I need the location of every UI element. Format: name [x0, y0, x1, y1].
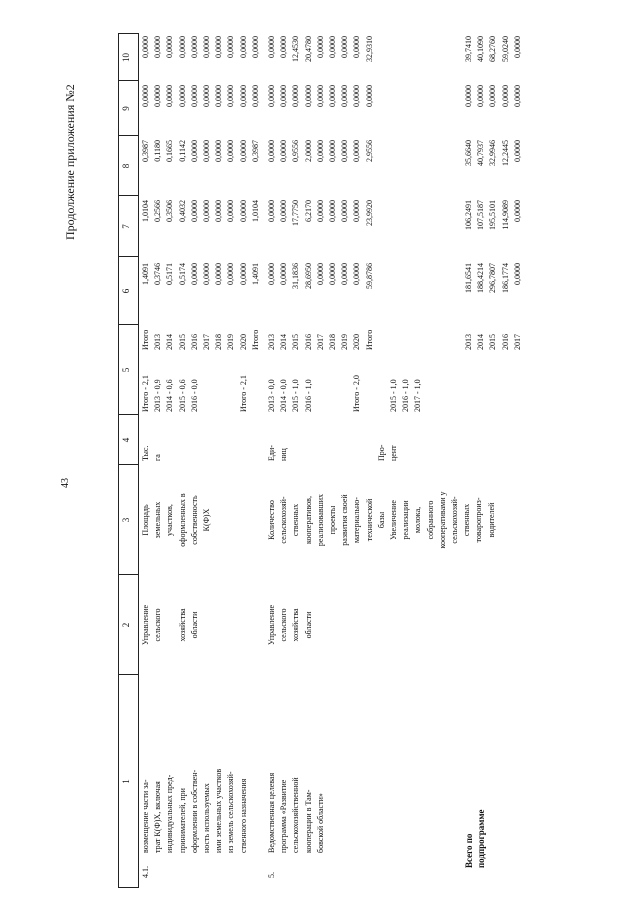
row-col9: 0,0000 0,0000 0,0000 0,0000 0,0000 0,0000 0,0000 0,0000 0,0000 [267, 85, 374, 107]
row-col6: 1,4091 0,3746 0,5171 0,5174 0,0000 0,0000 0,0000 0,0000 0,0000 1,4091 [141, 263, 260, 285]
row-number: 5. [267, 872, 276, 878]
row-col8: 0,3987 0,1180 0,1665 0,1142 0,0000 0,0000 0,0000 0,0000 0,0000 0,3987 [141, 140, 260, 162]
budget-table [118, 33, 523, 888]
row-col8: 0,0000 0,0000 0,9556 2,0000 0,0000 0,0000 0,0000 0,0000 2,9556 [267, 140, 374, 162]
row-executor: Управление сельского хозяйства области [141, 604, 199, 646]
column-header-6: 6 [121, 288, 131, 294]
row-target-values: 2013 - 0,0 2014 - 0,0 2015 - 1,0 2016 - 1,0 Итого - 2,0 2015 - 1,0 2016 - 1,0 2017 - 1,0 [267, 375, 423, 412]
column-header-2: 2 [121, 622, 131, 628]
total-col10: 39,7410 40,1090 68,2760 59,0240 0,0000 [464, 36, 522, 62]
column-header-5: 5 [121, 367, 131, 373]
appendix-title: Продолжение приложения №2 [63, 84, 77, 240]
row-col10: 0,0000 0,0000 0,0000 0,0000 0,0000 0,0000 0,0000 0,0000 0,0000 0,0000 [141, 36, 260, 58]
row-col9: 0,0000 0,0000 0,0000 0,0000 0,0000 0,0000 0,0000 0,0000 0,0000 0,0000 [141, 85, 260, 107]
total-col8: 35,6640 40,7937 32,9946 12,2445 0,0000 [464, 140, 522, 166]
row-name: возмещение части за- трат К(Ф)Х, включая индивидуальных пред- принимателей, при оформлении в собствен- ность используемых ими земельных участков из земель сельскохозяй- ственного назначения [141, 768, 248, 853]
row-unit: Еди- ниц Про- цент [267, 444, 399, 461]
total-col7: 106,2491 107,5187 195,5101 114,9089 0,0000 [464, 200, 522, 230]
column-header-1: 1 [121, 779, 131, 784]
row-executor: Управление сельского хозяйства области [267, 604, 313, 646]
column-header-8: 8 [121, 163, 131, 169]
row-years: Итого 2013 2014 2015 2016 2017 2018 2019 2020 Итого [141, 329, 260, 350]
column-header-4: 4 [121, 437, 131, 443]
column-header-9: 9 [121, 106, 131, 111]
total-label: Всего по подпрограмме [464, 809, 487, 868]
total-col9: 0,0000 0,0000 0,0000 0,0000 0,0000 [464, 85, 522, 107]
column-header-10: 10 [121, 53, 131, 62]
row-col7: 0,0000 0,0000 17,7750 6,2170 0,0000 0,0000 0,0000 0,0000 23,9920 [267, 200, 374, 226]
row-unit: Тыс. га [141, 445, 163, 461]
row-target-values: Итого - 2,1 2013 - 0,9 2014 - 0,6 2015 - 0,6 2016 - 0,0 Итого - 2,1 [141, 375, 248, 412]
column-header-3: 3 [121, 517, 131, 523]
row-name: Ведомственная целевая программа «Развитие сельскохозяйственной кооперации в Там- бовской области» [267, 772, 325, 853]
page-number: 43 [60, 478, 71, 488]
column-header-7: 7 [121, 224, 131, 229]
total-years: 2013 2014 2015 2016 2017 [464, 334, 522, 350]
row-col10: 0,0000 0,0000 12,4530 20,4780 0,0000 0,0000 0,0000 0,0000 32,9310 [267, 36, 374, 62]
total-col6: 181,6541 188,4214 296,7807 186,1774 0,0000 [464, 263, 522, 293]
row-indicator: Площадь земельных участков, оформленных в собственность К(Ф)Х [141, 493, 212, 547]
table-top-border [118, 33, 119, 888]
row-years: 2013 2014 2015 2016 2017 2018 2019 2020 Итого [267, 329, 374, 350]
row-indicator: Количество сельскохозяй- ственных кооперативов, реализовавших проекты развития своей материально- технической базы Увеличение реализации молока, собранного кооперативами у сельскохозяй- ственных товаропроиз- водителей [267, 491, 496, 549]
header-bottom-border [138, 33, 139, 888]
row-col7: 1,0104 0,2566 0,3506 0,4032 0,0000 0,0000 0,0000 0,0000 0,0000 1,0104 [141, 200, 260, 222]
row-col6: 0,0000 0,0000 31,1836 28,6950 0,0000 0,0000 0,0000 0,0000 59,8786 [267, 263, 374, 289]
row-number: 4.1. [141, 866, 150, 878]
